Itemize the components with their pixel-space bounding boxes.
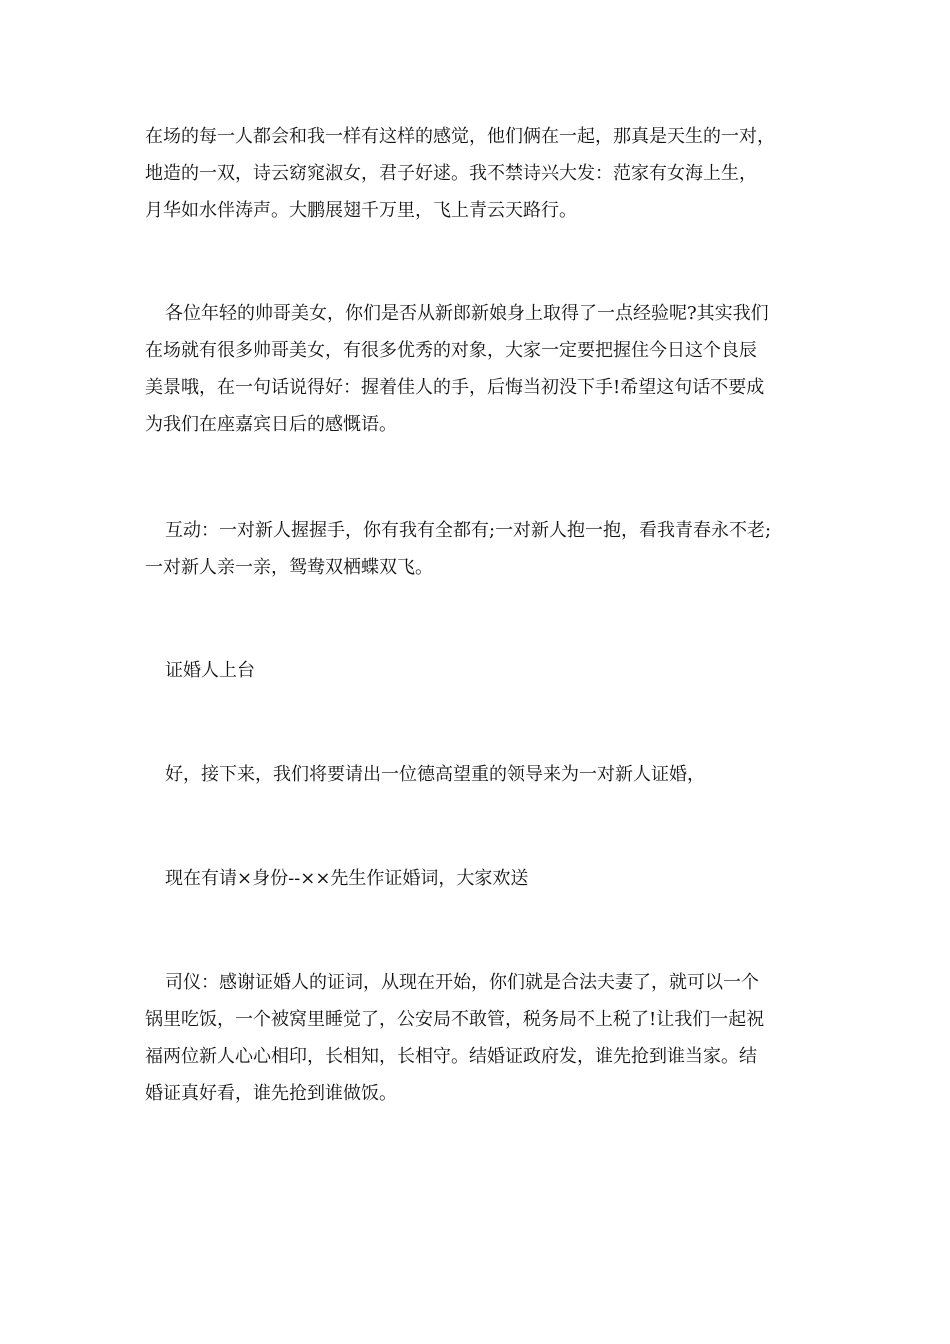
text-line: 司仪：感谢证婚人的证词，从现在开始，你们就是合法夫妻了，就可以一个 [165,972,759,993]
text-line: 月华如水伴涛声。大鹏展翅千万里，飞上青云天路行。 [145,200,577,221]
text-line: 锅里吃饭，一个被窝里睡觉了，公安局不敢管，税务局不上税了!让我们一起祝 [145,1009,765,1030]
text-line: 一对新人亲一亲，鸳鸯双栖蝶双飞。 [145,557,433,578]
text-line: 福两位新人心心相印，长相知，长相守。结婚证政府发，谁先抢到谁当家。结 [145,1046,757,1067]
paragraph-witness-invite [145,860,825,897]
text-line: 在场的每一人都会和我一样有这样的感觉，他们俩在一起，那真是天生的一对， [145,126,775,147]
text-line: 婚证真好看，谁先抢到谁做饭。 [145,1083,397,1104]
paragraph-witness-intro [145,756,825,793]
text-line: 美景哦，在一句话说得好：握着佳人的手，后悔当初没下手!希望这句话不要成 [145,377,765,398]
text-line: 现在有请×身份--××先生作证婚词，大家欢送 [165,868,529,889]
paragraph-host-closing [145,964,825,1112]
text-line: 互动：一对新人握握手，你有我有全都有;一对新人抱一抱，看我青春永不老; [165,520,772,541]
paragraph-praise-couple [145,118,825,229]
text-line: 地造的一双，诗云窈窕淑女，君子好逑。我不禁诗兴大发：范家有女海上生， [145,163,757,184]
paragraph-young-guests [145,295,825,443]
paragraph-interaction [145,512,825,586]
text-line: 为我们在座嘉宾日后的感慨语。 [145,414,397,435]
text-line: 证婚人上台 [165,660,255,681]
text-line: 好，接下来，我们将要请出一位德高望重的领导来为一对新人证婚， [165,764,705,785]
paragraph-witness-heading [145,652,825,689]
text-line: 在场就有很多帅哥美女，有很多优秀的对象，大家一定要把握住今日这个良辰 [145,340,757,361]
text-line: 各位年轻的帅哥美女，你们是否从新郎新娘身上取得了一点经验呢?其实我们 [165,303,769,324]
